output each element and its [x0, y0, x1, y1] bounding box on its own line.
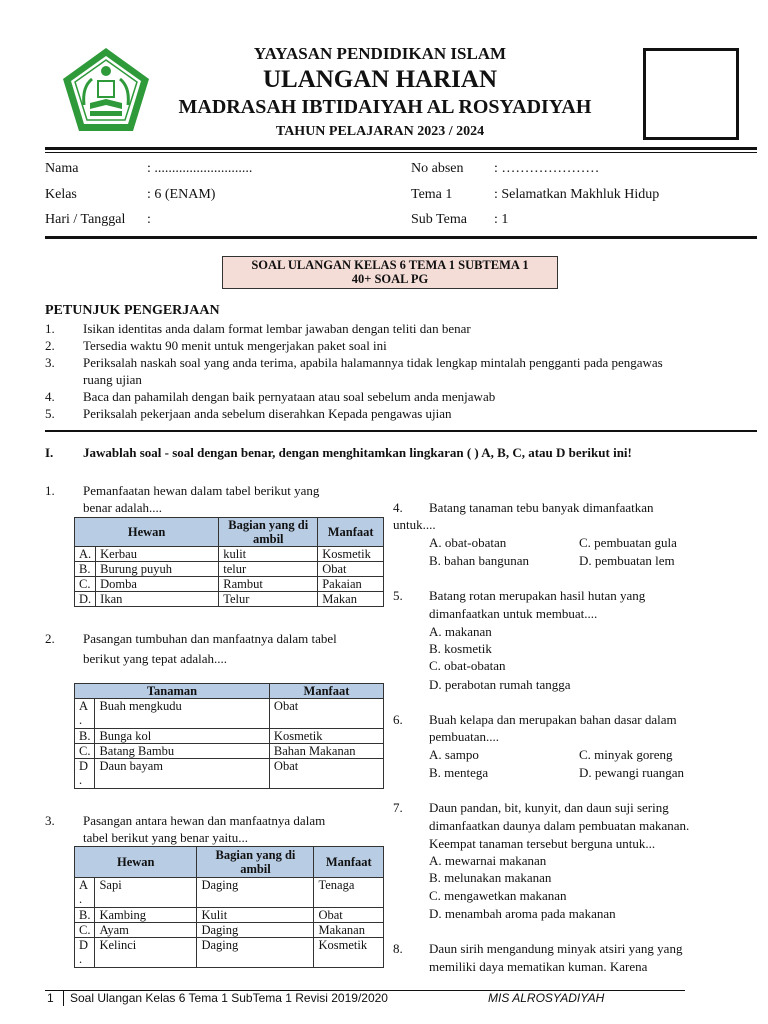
table-row: A . Buah mengkudu Obat — [75, 699, 384, 729]
kelas-label: Kelas — [45, 187, 77, 202]
hari-value: : — [147, 212, 151, 227]
q6-text-1: Buah kelapa dan merupakan bahan dasar dalam — [429, 712, 677, 727]
table-row: B. Bunga kol Kosmetik — [75, 729, 384, 744]
footer-separator — [63, 991, 64, 1006]
school-logo — [60, 45, 152, 137]
q3-table — [74, 846, 384, 968]
table-row: D . Kelinci Daging Kosmetik — [75, 938, 384, 968]
logo-emblem-icon — [60, 45, 152, 137]
q6-option-d: D. pewangi ruangan — [579, 765, 685, 780]
table-row: C. Ayam Daging Makanan — [75, 923, 384, 938]
section-number: I. — [45, 445, 54, 460]
table-header-row: Tanaman Manfaat — [75, 684, 384, 699]
instruction-item: 5. Periksalah pekerjaan anda sebelum diserahkan Kepada pengawas ujian — [45, 406, 452, 421]
table-row: B. Kambing Kulit Obat — [75, 908, 384, 923]
q5-number: 5. — [393, 588, 403, 603]
q7-option-b: B. melunakan makanan — [429, 870, 552, 885]
q4-option-a: A. obat-obatan — [429, 535, 507, 550]
q2-table — [74, 683, 384, 789]
footer-page-number: 1 — [47, 991, 54, 1005]
q6-option-a: A. sampo — [429, 747, 479, 762]
q4-option-c: C. pembuatan gula — [579, 535, 677, 550]
table-row: A. Kerbau kulit Kosmetik — [75, 547, 384, 562]
q5-option-c: C. obat-obatan — [429, 658, 506, 673]
q5-option-d: D. perabotan rumah tangga — [429, 677, 571, 692]
q7-text-1: Daun pandan, bit, kunyit, dan daun suji sering — [429, 800, 669, 815]
header-divider — [45, 147, 757, 150]
q1-table — [74, 517, 384, 607]
q5-option-b: B. kosmetik — [429, 641, 492, 656]
header-divider-thin — [45, 152, 757, 153]
q2-text-1: Pasangan tumbuhan dan manfaatnya dalam tabel — [83, 631, 337, 646]
q8-text-2: memiliki daya mematikan kuman. Karena — [429, 959, 648, 974]
table-header-row: Hewan Bagian yang di ambil Manfaat — [75, 518, 384, 547]
q8-text-1: Daun sirih mengandung minyak atsiri yang yang — [429, 941, 683, 956]
exam-title: ULANGAN HARIAN — [262, 66, 498, 93]
q7-number: 7. — [393, 800, 403, 815]
q3-text-2: tabel berikut yang benar yaitu... — [83, 830, 248, 845]
instruction-item: 2. Tersedia waktu 90 menit untuk mengerjakan paket soal ini — [45, 338, 387, 353]
q6-text-2: pembuatan.... — [429, 729, 500, 744]
q1-number: 1. — [45, 483, 55, 498]
q7-text-2: dimanfaatkan daunya dalam pembuatan makanan. — [429, 818, 690, 833]
q4-option-b: B. bahan bangunan — [429, 553, 530, 568]
subtema-value: : 1 — [494, 212, 509, 227]
section-instruction: Jawablah soal - soal dengan benar, dengan menghitamkan lingkaran ( ) A, B, C, atau D berikut ini! — [83, 445, 632, 460]
tema-value: : Selamatkan Makhluk Hidup — [494, 187, 660, 202]
instruction-item: 3. Periksalah naskah soal yang anda terima, apabila halamannya tidak lengkap mintalah pengganti pada pengawas — [45, 355, 663, 370]
q7-text-3: Keempat tanaman tersebut berguna untuk... — [429, 836, 656, 851]
absen-value: : ………………… — [494, 161, 600, 176]
q6-option-c: C. minyak goreng — [579, 747, 673, 762]
table-row: C. Batang Bambu Bahan Makanan — [75, 744, 384, 759]
q3-number: 3. — [45, 813, 55, 828]
kelas-value: : 6 (ENAM) — [147, 187, 216, 202]
q4-number: 4. — [393, 500, 403, 515]
table-row: D. Ikan Telur Makan — [75, 592, 384, 607]
footer-school: MIS ALROSYADIYAH — [488, 991, 605, 1005]
q8-number: 8. — [393, 941, 403, 956]
q1-text-1: Pemanfaatan hewan dalam tabel berikut yang — [83, 483, 320, 498]
q2-text-2: berikut yang tepat adalah.... — [83, 651, 228, 666]
q5-text-1: Batang rotan merupakan hasil hutan yang — [429, 588, 646, 603]
table-row: C. Domba Rambut Pakaian — [75, 577, 384, 592]
nama-value: : ............................ — [147, 161, 253, 176]
q1-text-2: benar adalah.... — [83, 500, 163, 515]
identity-divider — [45, 236, 757, 239]
absen-label: No absen — [411, 161, 464, 176]
q3-text-1: Pasangan antara hewan dan manfaatnya dalam — [83, 813, 326, 828]
q7-option-c: C. mengawetkan makanan — [429, 888, 567, 903]
q2-number: 2. — [45, 631, 55, 646]
table-row: A . Sapi Daging Tenaga — [75, 878, 384, 908]
table-header-row: Hewan Bagian yang di ambil Manfaat — [75, 847, 384, 878]
school-name: MADRASAH IBTIDAIYAH AL ROSYADIYAH — [178, 96, 592, 118]
table-row: B. Burung puyuh telur Obat — [75, 562, 384, 577]
foundation-name: YAYASAN PENDIDIKAN ISLAM — [253, 44, 507, 63]
instruction-item: 4. Baca dan pahamilah dengan baik pernyataan atau soal sebelum anda menjawab — [45, 389, 496, 404]
instructions-list — [45, 320, 757, 422]
q4-text-1: Batang tanaman tebu banyak dimanfaatkan — [429, 500, 654, 515]
q6-option-b: B. mentega — [429, 765, 489, 780]
table-row: D . Daun bayam Obat — [75, 759, 384, 789]
instruction-item: 1. Isikan identitas anda dalam format lembar jawaban dengan teliti dan benar — [45, 321, 471, 336]
nama-label: Nama — [45, 161, 79, 176]
academic-year: TAHUN PELAJARAN 2023 / 2024 — [275, 124, 485, 139]
q6-number: 6. — [393, 712, 403, 727]
q5-text-2: dimanfaatkan untuk membuat.... — [429, 606, 598, 621]
tema-label: Tema 1 — [411, 187, 453, 202]
banner-line-1: SOAL ULANGAN KELAS 6 TEMA 1 SUBTEMA 1 — [251, 258, 529, 272]
q7-option-d: D. menambah aroma pada makanan — [429, 906, 616, 921]
banner-line-2: 40+ SOAL PG — [351, 272, 429, 286]
photo-box — [643, 48, 739, 140]
instruction-item: ruang ujian — [83, 372, 142, 387]
footer-title: Soal Ulangan Kelas 6 Tema 1 SubTema 1 Revisi 2019/2020 — [70, 991, 388, 1005]
hari-label: Hari / Tanggal — [45, 212, 126, 227]
q4-option-d: D. pembuatan lem — [579, 553, 675, 568]
q4-text-2: untuk.... — [393, 517, 436, 532]
q7-option-a: A. mewarnai makanan — [429, 853, 547, 868]
instructions-title: PETUNJUK PENGERJAAN — [45, 303, 220, 318]
q5-option-a: A. makanan — [429, 624, 492, 639]
instructions-divider — [45, 430, 757, 432]
exam-banner — [222, 256, 558, 289]
subtema-label: Sub Tema — [411, 212, 467, 227]
